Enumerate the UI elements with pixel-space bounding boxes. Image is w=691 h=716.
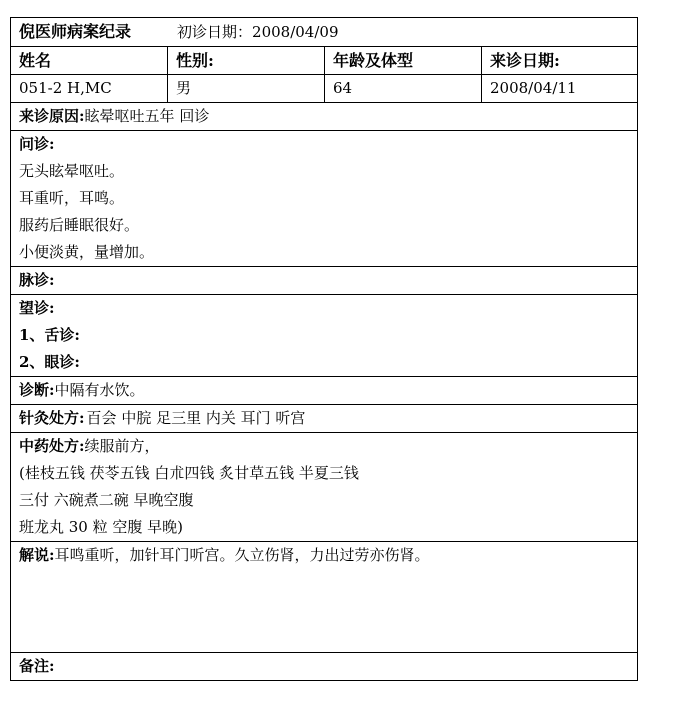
acupuncture-text: 百会 中脘 足三里 内关 耳门 听宫 <box>86 409 306 427</box>
diagnosis-row <box>11 377 638 405</box>
inquiry-cell <box>11 131 638 267</box>
explanation-row <box>11 542 638 653</box>
gender-value: 男 <box>168 75 325 103</box>
title-cell <box>11 18 638 47</box>
first-visit-label: 初诊日期： <box>177 23 253 41</box>
visit-date-value: 2008/04/11 <box>482 75 638 103</box>
herbal-line: 班龙丸 30 粒 空腹 早晚) <box>19 518 184 536</box>
inquiry-line: 服药后睡眠很好。 <box>19 216 140 234</box>
explanation-text: 耳鸣重听，加针耳门听宫。久立伤肾，力出过劳亦伤肾。 <box>54 546 430 564</box>
info-header-row <box>11 47 638 75</box>
record-title: 倪医师病案纪录 <box>19 22 132 41</box>
case-record-table <box>10 17 638 681</box>
acupuncture-cell <box>11 405 638 433</box>
inquiry-line: 耳重听，耳鸣。 <box>19 189 125 207</box>
inquiry-line: 无头眩晕呕吐。 <box>19 162 125 180</box>
eye-label: 2、眼诊: <box>19 353 80 371</box>
reason-text: 眩晕呕吐五年 回诊 <box>84 107 210 125</box>
inquiry-line: 小便淡黄，量增加。 <box>19 243 155 261</box>
reason-label: 来诊原因: <box>19 107 85 125</box>
diagnosis-cell <box>11 377 638 405</box>
herbal-row <box>11 433 638 542</box>
diagnosis-label: 诊断: <box>19 381 55 399</box>
acupuncture-label: 针灸处方: <box>19 409 85 427</box>
reason-cell <box>11 103 638 131</box>
remarks-label: 备注: <box>11 653 638 681</box>
tongue-label: 1、舌诊: <box>19 326 80 344</box>
remarks-row <box>11 653 638 681</box>
name-value: 051-2 H,MC <box>11 75 168 103</box>
observation-cell <box>11 295 638 377</box>
visit-date-header: 来诊日期: <box>482 47 638 75</box>
title-row <box>11 18 638 47</box>
herbal-label: 中药处方: <box>19 437 85 455</box>
herbal-line: (桂枝五钱 茯苓五钱 白朮四钱 炙甘草五钱 半夏三钱 <box>19 464 359 482</box>
gender-header: 性别: <box>168 47 325 75</box>
herbal-first: 续服前方， <box>84 437 160 455</box>
observation-label: 望诊: <box>19 299 55 317</box>
diagnosis-text: 中隔有水饮。 <box>54 381 145 399</box>
pulse-row <box>11 267 638 295</box>
explanation-cell <box>11 542 638 653</box>
reason-row <box>11 103 638 131</box>
observation-row <box>11 295 638 377</box>
age-value: 64 <box>325 75 482 103</box>
inquiry-row <box>11 131 638 267</box>
herbal-cell <box>11 433 638 542</box>
acupuncture-row <box>11 405 638 433</box>
info-value-row <box>11 75 638 103</box>
inquiry-label: 问诊: <box>19 135 55 153</box>
explanation-label: 解说: <box>19 546 55 564</box>
herbal-line: 三付 六碗煮二碗 早晚空腹 <box>19 491 194 509</box>
first-visit-date: 2008/04/09 <box>252 23 339 41</box>
pulse-label: 脉诊: <box>11 267 638 295</box>
age-header: 年龄及体型 <box>325 47 482 75</box>
name-header: 姓名 <box>11 47 168 75</box>
